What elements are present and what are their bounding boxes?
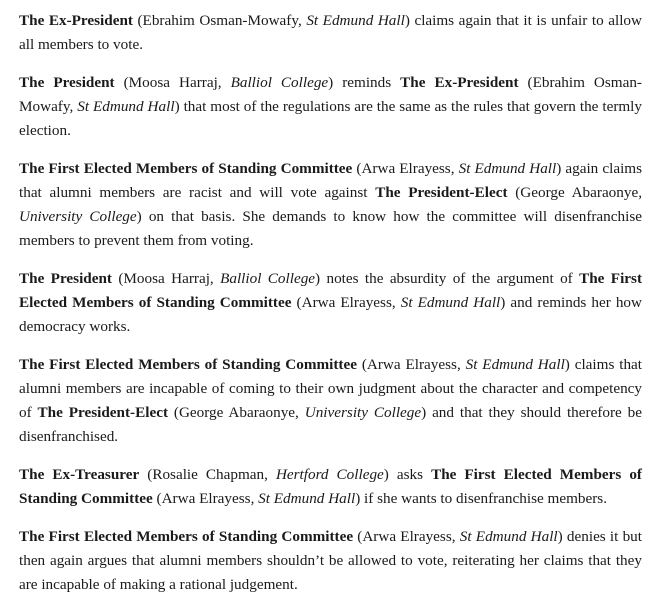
paragraph-text: ) reminds <box>328 74 401 91</box>
minutes-paragraph <box>19 525 642 597</box>
paragraph-text: (Arwa Elrayess, <box>152 490 259 507</box>
paragraph-text: ) claims that alumni members are incapable of coming to their own judgment about the character and competency of <box>19 356 643 421</box>
officer-role: The President <box>19 74 115 91</box>
minutes-paragraph <box>19 267 642 339</box>
paragraph-text: ) if she wants to disenfranchise members. <box>355 490 607 507</box>
college-name: St Edmund Hall <box>465 356 565 373</box>
paragraph-text: (Moosa Harraj, <box>114 74 231 91</box>
paragraph-text: ) and that they should therefore be disenfranchised. <box>19 404 642 445</box>
paragraph-text: (Arwa Elrayess, <box>353 528 460 545</box>
officer-role: The Ex-Treasurer <box>19 466 140 483</box>
minutes-paragraph <box>19 71 642 143</box>
college-name: St Edmund Hall <box>459 528 558 545</box>
paragraph-text: ) asks <box>383 466 432 483</box>
officer-role: The First Elected Members of Standing Committee <box>19 528 354 545</box>
paragraph-text: ) on that basis. She demands to know how the committee will disenfranchise members to prevent them from voting. <box>19 208 642 249</box>
college-name: St Edmund Hall <box>77 98 175 115</box>
minutes-paragraph <box>19 353 642 449</box>
paragraph-text: (Ebrahim Osman-Mowafy, <box>132 12 307 29</box>
officer-role: The President <box>19 270 112 287</box>
paragraph-text: (Rosalie Chapman, <box>139 466 276 483</box>
paragraph-text: ) denies it but then again argues that alumni members shouldn’t be allowed to vote, reiterating her claims that they are incapable of making a rational judgement. <box>19 528 642 593</box>
paragraph-text: (Arwa Elrayess, <box>352 160 459 177</box>
minutes-paragraph <box>19 157 642 253</box>
paragraph-text: ) again claims that alumni members are racist and will vote against <box>19 160 643 201</box>
college-name: Hertford College <box>275 466 384 483</box>
college-name: University College <box>304 404 422 421</box>
college-name: St Edmund Hall <box>258 490 356 507</box>
paragraph-text: (George Abaraonye, <box>168 404 305 421</box>
paragraph-text: (Ebrahim Osman-Mowafy, <box>19 74 642 115</box>
officer-role: The President-Elect <box>37 404 169 421</box>
paragraph-text: ) notes the absurdity of the argument of <box>315 270 580 287</box>
paragraph-text: (Arwa Elrayess, <box>291 294 401 311</box>
college-name: St Edmund Hall <box>458 160 557 177</box>
paragraph-text: ) and reminds her how democracy works. <box>19 294 642 335</box>
minutes-paragraph <box>19 9 642 57</box>
officer-role: The First Elected Members of Standing Committee <box>19 356 357 373</box>
college-name: University College <box>19 208 137 225</box>
college-name: Balliol College <box>230 74 329 91</box>
officer-role: The Ex-President <box>400 74 519 91</box>
college-name: St Edmund Hall <box>306 12 405 29</box>
college-name: St Edmund Hall <box>400 294 501 311</box>
officer-role: The First Elected Members of Standing Committee <box>19 270 642 311</box>
college-name: Balliol College <box>220 270 316 287</box>
officer-role: The First Elected Members of Standing Committee <box>19 160 353 177</box>
officer-role: The First Elected Members of Standing Committee <box>19 466 642 507</box>
paragraph-text: (Arwa Elrayess, <box>356 356 466 373</box>
minutes-paragraph <box>19 463 642 511</box>
paragraph-text: ) that most of the regulations are the same as the rules that govern the termly election. <box>19 98 642 139</box>
officer-role: The President-Elect <box>375 184 508 201</box>
paragraph-text: (George Abaraonye, <box>507 184 643 201</box>
paragraph-text: (Moosa Harraj, <box>112 270 221 287</box>
paragraph-text: ) claims again that it is unfair to allow all members to vote. <box>19 12 642 53</box>
officer-role: The Ex-President <box>19 12 133 29</box>
